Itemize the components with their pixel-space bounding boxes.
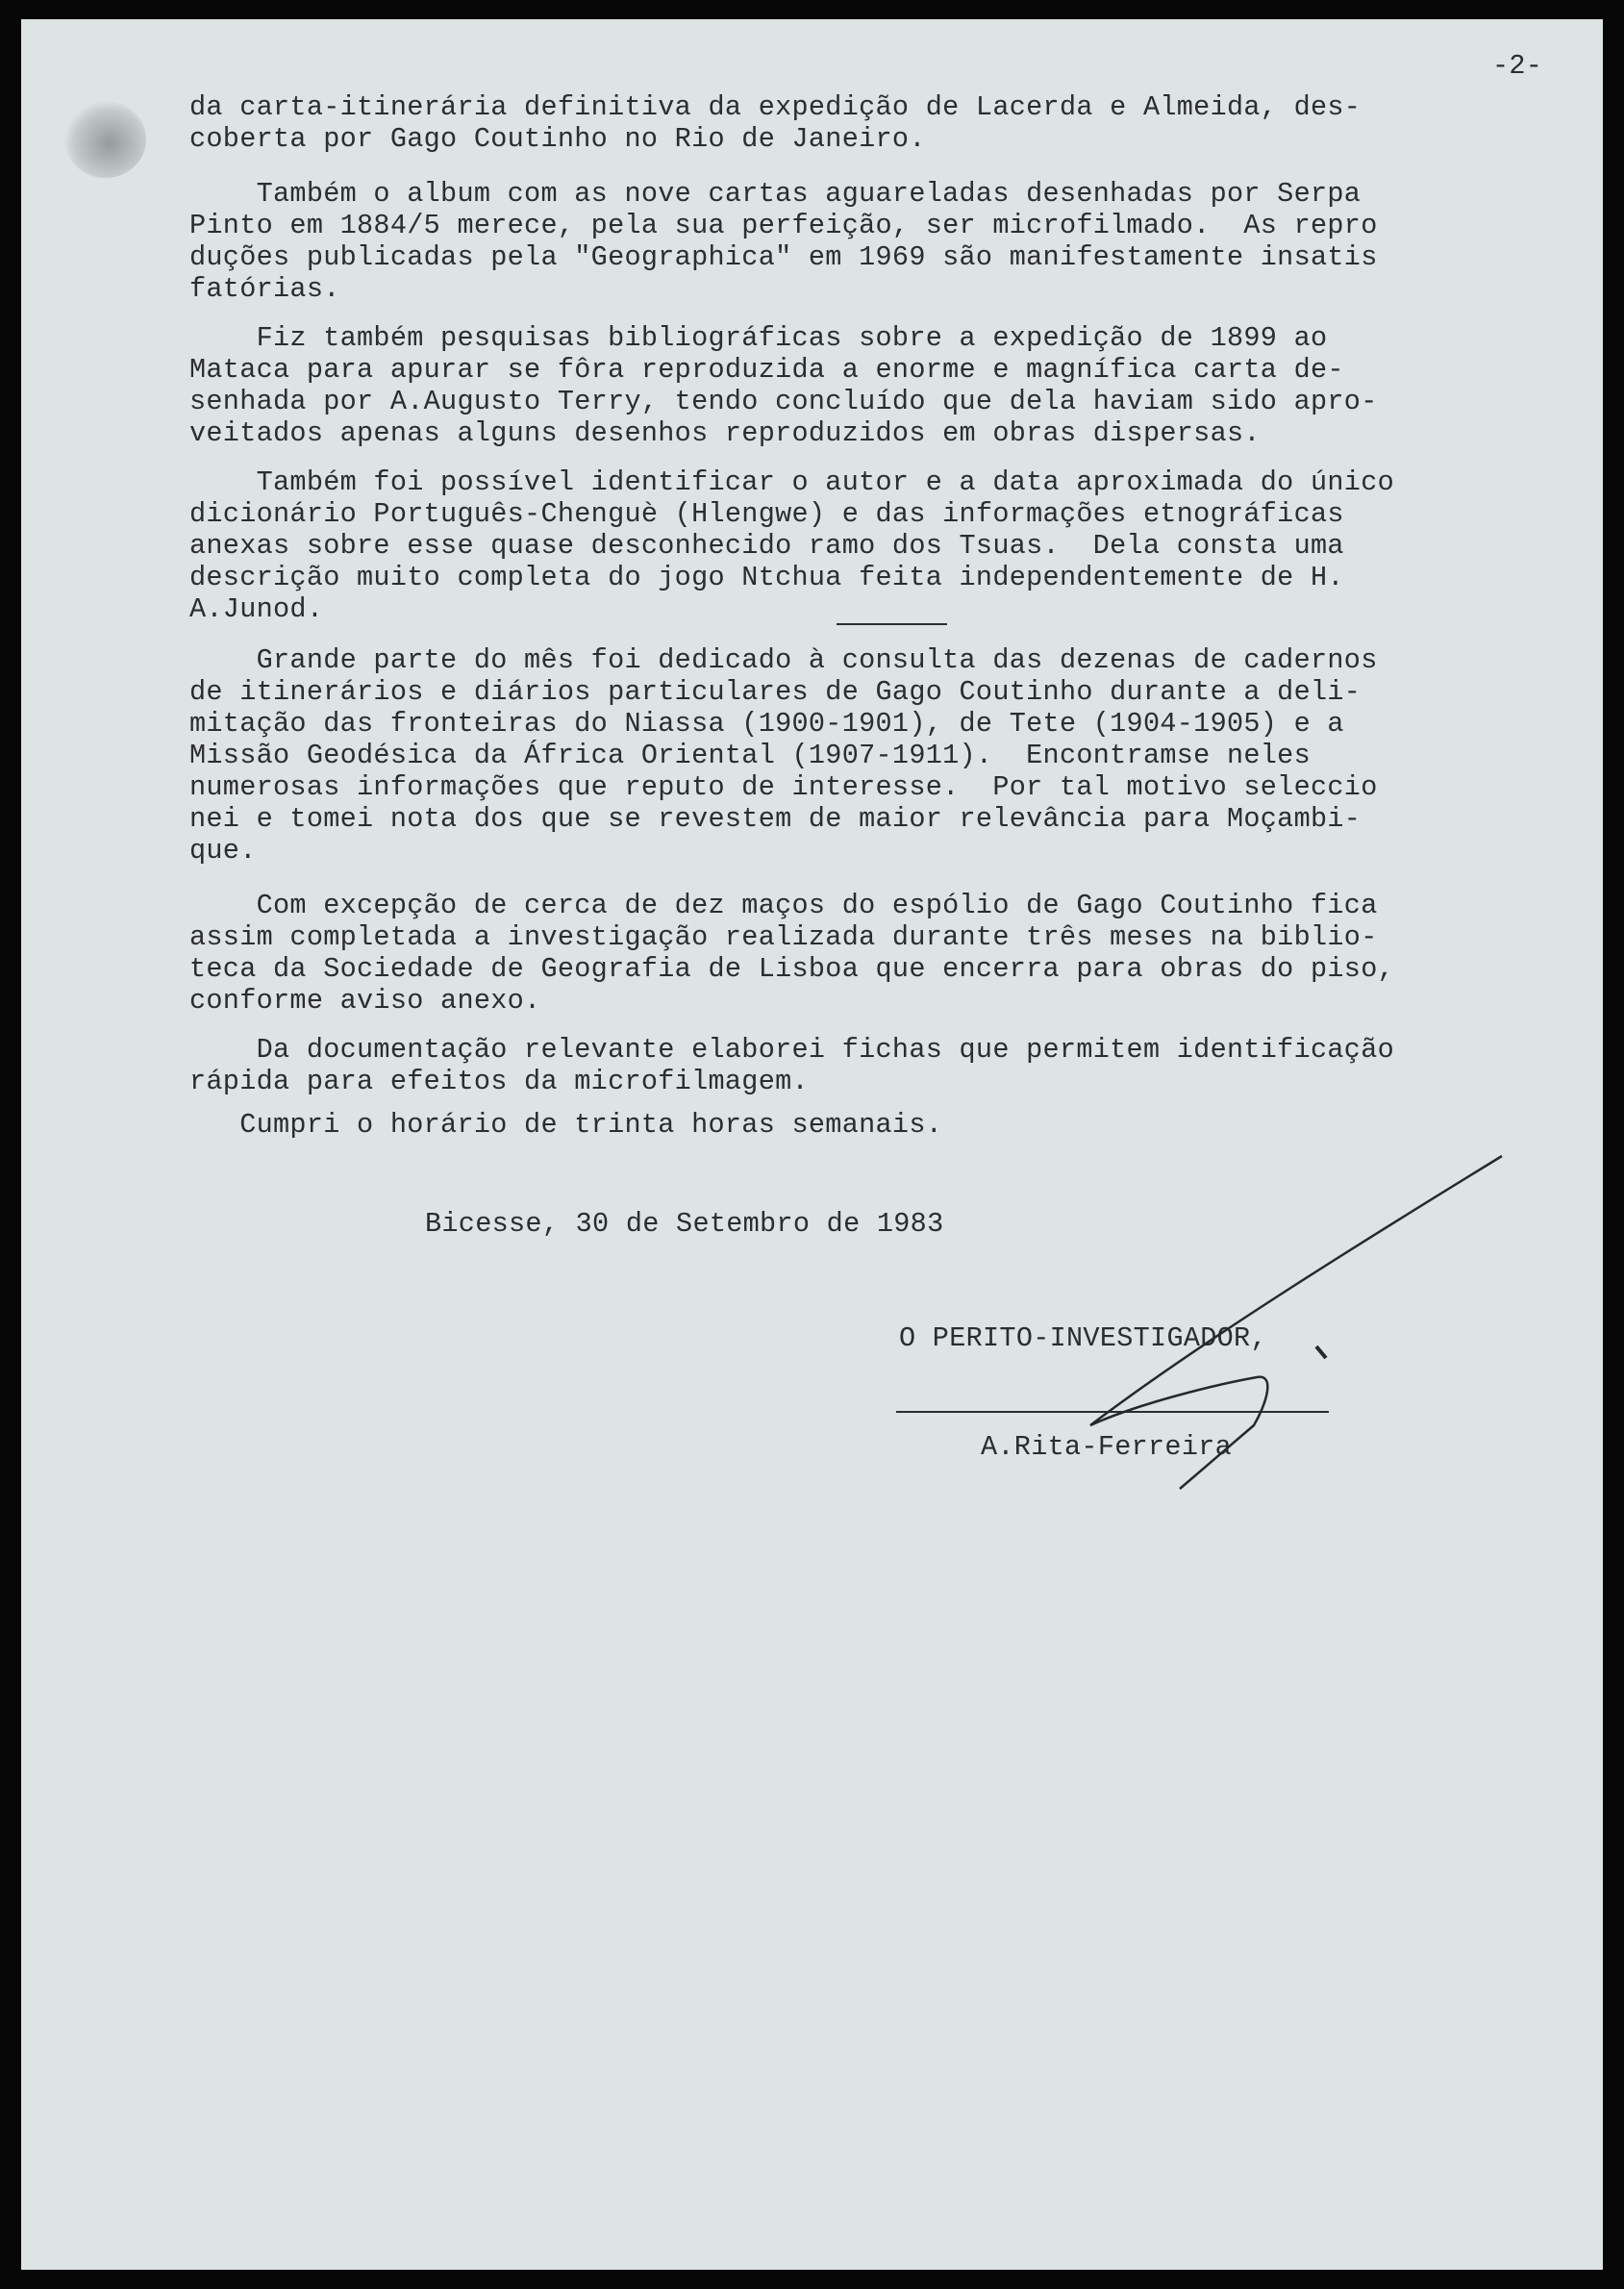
handwritten-signature	[21, 19, 1603, 2270]
signature-stroke-loop	[1090, 1377, 1267, 1489]
text-line: veitados apenas alguns desenhos reproduzidos em obras dispersas.	[189, 417, 1261, 449]
signature-stroke-long	[1090, 1156, 1502, 1425]
text-line: nei e tomei nota dos que se revestem de maior relevância para Moçambi-	[189, 803, 1362, 835]
text-line: Missão Geodésica da África Oriental (1907-1911). Encontramse neles	[189, 740, 1311, 771]
page-number: -2-	[1492, 50, 1543, 82]
text-line: que.	[189, 835, 257, 867]
text-line: duções publicadas pela "Geographica" em 1969 são manifestamente insatis	[189, 241, 1378, 273]
text-line: dicionário Português-Chenguè (Hlengwe) e das informações etnográficas	[189, 498, 1344, 530]
text-line: anexas sobre esse quase desconhecido ramo dos Tsuas. Dela consta uma	[189, 530, 1344, 562]
text-line: numerosas informações que reputo de interesse. Por tal motivo seleccio	[189, 771, 1378, 803]
signature-tick	[1316, 1346, 1326, 1358]
text-line: A.Junod.	[189, 593, 324, 625]
text-line: Também foi possível identificar o autor e a data aproximada do único	[189, 466, 1394, 498]
text-line: Pinto em 1884/5 merece, pela sua perfeição, ser microfilmado. As repro	[189, 210, 1378, 241]
text-line: mitação das fronteiras do Niassa (1900-1901), de Tete (1904-1905) e a	[189, 708, 1344, 740]
text-line: teca da Sociedade de Geografia de Lisboa que encerra para obras do piso,	[189, 953, 1394, 985]
text-line: assim completada a investigação realizada durante três meses na biblio-	[189, 921, 1378, 953]
text-line: Também o album com as nove cartas aguareladas desenhadas por Serpa	[189, 178, 1362, 210]
signatory-title: O PERITO-INVESTIGADOR,	[899, 1322, 1267, 1354]
text-line: Mataca para apurar se fôra reproduzida a enorme e magnífica carta de-	[189, 354, 1344, 386]
text-line: rápida para efeitos da microfilmagem.	[189, 1066, 809, 1097]
text-line: Fiz também pesquisas bibliográficas sobre a expedição de 1899 ao	[189, 322, 1328, 354]
text-line: Cumpri o horário de trinta horas semanais.	[189, 1109, 943, 1141]
text-line: descrição muito completa do jogo Ntchua feita independentemente de H.	[189, 562, 1344, 593]
text-line: Grande parte do mês foi dedicado à consulta das dezenas de cadernos	[189, 644, 1378, 676]
text-line: conforme aviso anexo.	[189, 985, 541, 1017]
text-line: de itinerários e diários particulares de Gago Coutinho durante a deli-	[189, 676, 1362, 708]
signatory-name: A.Rita-Ferreira	[981, 1431, 1233, 1463]
text-line: Com excepção de cerca de dez maços do espólio de Gago Coutinho fica	[189, 890, 1378, 921]
text-line: coberta por Gago Coutinho no Rio de Janeiro.	[189, 123, 926, 155]
text-line: fatórias.	[189, 273, 340, 305]
document-page	[21, 19, 1603, 2270]
text-line: senhada por A.Augusto Terry, tendo concluído que dela haviam sido apro-	[189, 386, 1378, 417]
text-line: Da documentação relevante elaborei fichas que permitem identificação	[189, 1034, 1394, 1066]
place-date: Bicesse, 30 de Setembro de 1983	[425, 1208, 944, 1240]
text-line: da carta-itinerária definitiva da expedição de Lacerda e Almeida, des-	[189, 91, 1362, 123]
